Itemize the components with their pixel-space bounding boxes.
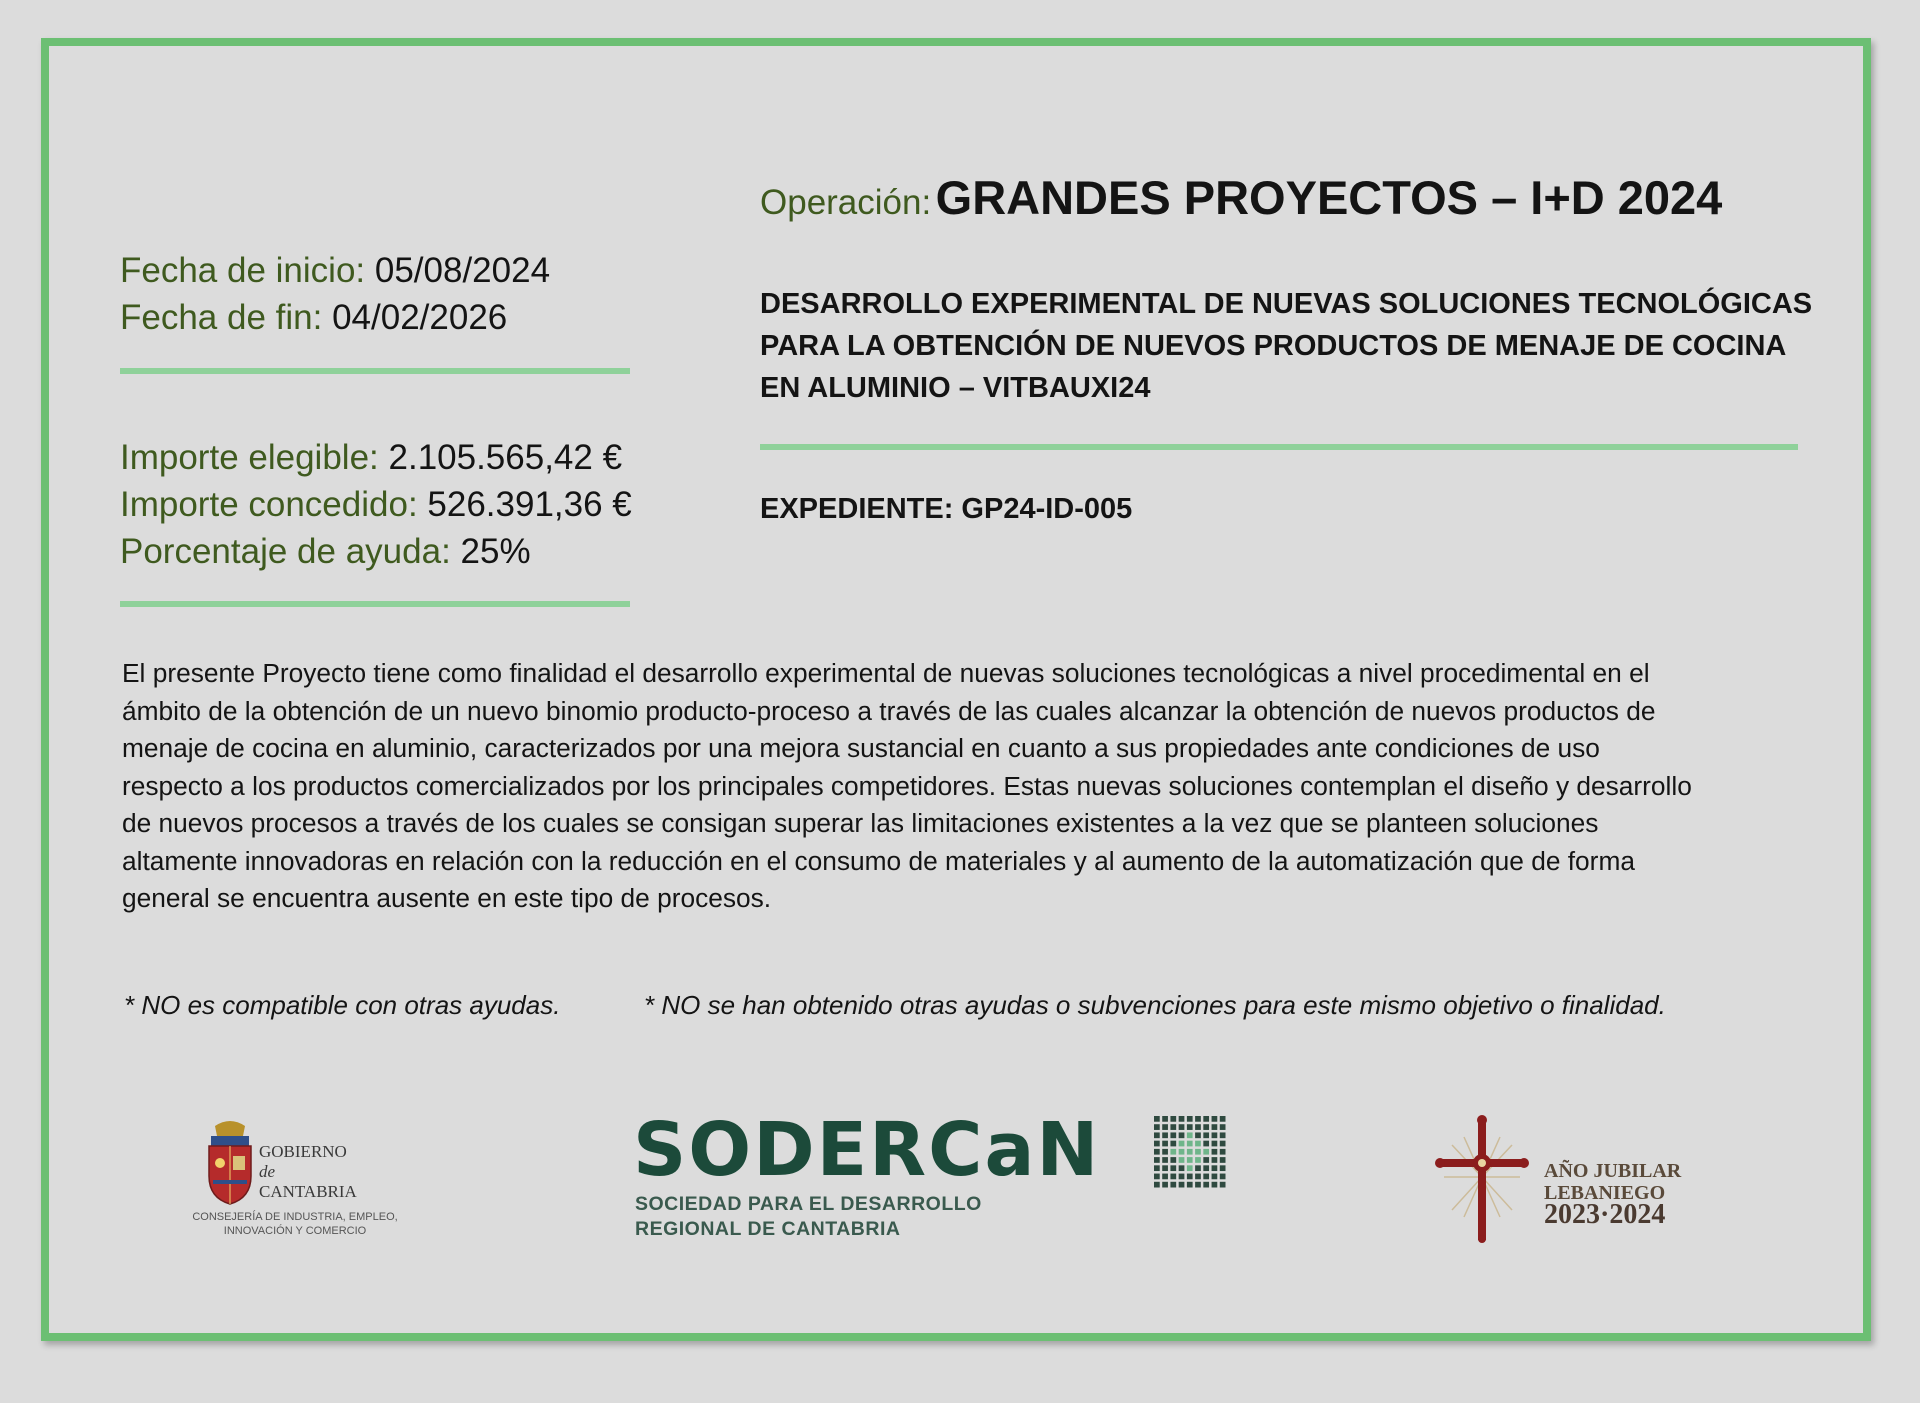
expediente: EXPEDIENTE: GP24-ID-005 [760, 493, 1133, 525]
operation-title: GRANDES PROYECTOS – I+D 2024 [935, 171, 1723, 224]
coat-of-arms-icon [205, 1118, 255, 1208]
ano-jubilar-logo [1432, 1115, 1712, 1245]
description-line: EN ALUMINIO – VITBAUXI24 [760, 372, 1151, 404]
eligible-label: Importe elegible: [120, 438, 379, 477]
operation-label: Operación: [760, 183, 932, 222]
divider-operation [760, 444, 1798, 450]
gobierno-line: de [259, 1162, 276, 1181]
consejeria-text [165, 1210, 425, 1238]
dot-grid-icon [1153, 1115, 1227, 1189]
sodercan-wordmark: SODERCaN [633, 1107, 1101, 1193]
sodercan-subtitle [635, 1192, 982, 1242]
consejeria-line: INNOVACIÓN Y COMERCIO [223, 1225, 367, 1237]
start-date-label: Fecha de inicio: [120, 251, 366, 290]
jubilar-year: 2023·2024 [1544, 1199, 1666, 1230]
sodercan-logo [633, 1107, 1233, 1250]
end-date-label: Fecha de fin: [120, 298, 323, 337]
percent-label: Porcentaje de ayuda: [120, 532, 451, 571]
start-date-row [120, 247, 550, 294]
note-compatibility: * NO es compatible con otras ayudas. [124, 990, 561, 1020]
percent-row [120, 528, 632, 575]
summary-line: ámbito de la obtención de un nuevo binomio producto-proceso a través de las cuales alcanzar la obtención de nuevos productos de [122, 695, 1656, 726]
jubilar-line: LEBANIEGO [1544, 1182, 1666, 1204]
operation-heading [760, 170, 1722, 225]
summary-line: menaje de cocina en aluminio, caracterizados por una mejora sustancial en cuanto a sus propiedades ante condiciones de uso [122, 733, 1600, 763]
end-date-value: 04/02/2026 [332, 298, 508, 337]
divider-dates [120, 368, 630, 374]
summary-line: El presente Proyecto tiene como finalidad el desarrollo experimental de nuevas soluciones tecnológicas a nivel procedimental en el [122, 658, 1650, 688]
granted-value: 526.391,36 € [427, 485, 632, 524]
project-summary [122, 655, 1822, 918]
start-date-value: 05/08/2024 [374, 251, 551, 290]
percent-value: 25% [460, 532, 531, 571]
lebaniego-cross-icon [1432, 1115, 1532, 1245]
amounts-block [120, 434, 632, 575]
summary-line: general se encuentra ausente en este tipo de procesos. [122, 883, 772, 913]
summary-line: respecto a los productos comercializados por los principales competidores. Estas nuevas soluciones contemplan el diseño y desarrollo [122, 770, 1692, 801]
jubilar-text [1544, 1160, 1682, 1230]
note-other-aid: * NO se han obtenido otras ayudas o subvenciones para este mismo objetivo o finalidad. [644, 990, 1666, 1020]
granted-row [120, 481, 632, 528]
gobierno-cantabria-logo [165, 1118, 425, 1243]
description-line: PARA LA OBTENCIÓN DE NUEVOS PRODUCTOS DE MENAJE DE COCINA [760, 330, 1787, 362]
end-date-row [120, 294, 550, 341]
divider-amounts [120, 601, 630, 607]
project-description-title [760, 283, 1820, 409]
description-line: DESARROLLO EXPERIMENTAL DE NUEVAS SOLUCIONES TECNOLÓGICAS [760, 288, 1813, 320]
summary-line: altamente innovadoras en relación con la reducción en el consumo de materiales y al aumento de la automatización que de forma [122, 845, 1635, 876]
gobierno-line: GOBIERNO [259, 1142, 347, 1161]
summary-line: de nuevos procesos a través de los cuales se consigan superar las limitaciones existentes a la vez que se planteen soluciones [122, 808, 1599, 838]
gobierno-line: CANTABRIA [259, 1182, 357, 1201]
dates-block [120, 247, 550, 341]
consejeria-line: CONSEJERÍA DE INDUSTRIA, EMPLEO, [192, 1211, 398, 1223]
eligible-row [120, 434, 632, 481]
sodercan-sub-line: SOCIEDAD PARA EL DESARROLLO [635, 1193, 982, 1215]
eligible-value: 2.105.565,42 € [388, 438, 623, 477]
jubilar-line: AÑO JUBILAR [1544, 1160, 1682, 1182]
sodercan-sub-line: REGIONAL DE CANTABRIA [635, 1218, 901, 1240]
gobierno-text [259, 1142, 357, 1202]
granted-label: Importe concedido: [120, 485, 418, 524]
